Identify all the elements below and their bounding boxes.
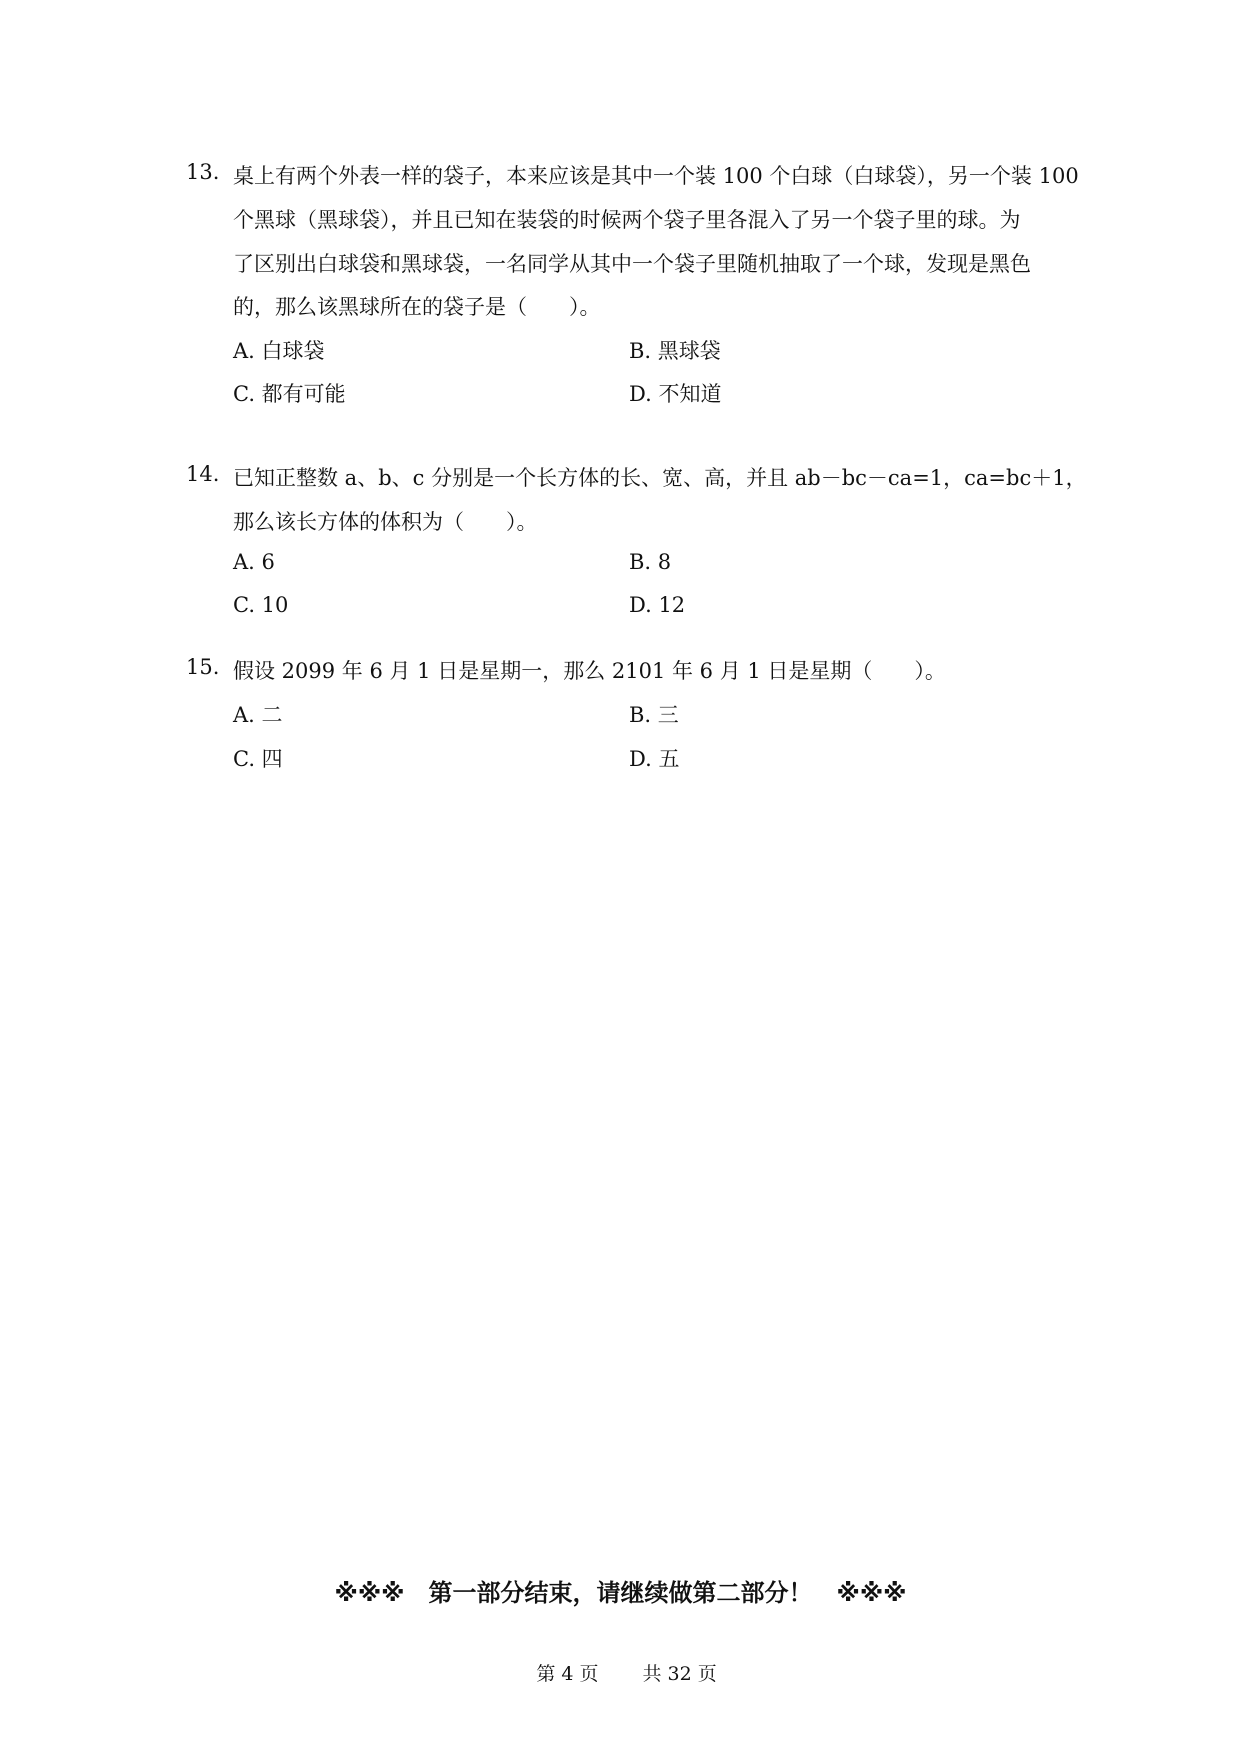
question-text-line: 桌上有两个外表一样的袋子，本来应该是其中一个装 100 个白球（白球袋），另一个装 100 [233,164,1079,188]
option-d: D. 五 [629,747,680,771]
option-b: B. 黑球袋 [629,339,721,363]
option-b: B. 三 [629,703,679,727]
question-text-line: 已知正整数 a、b、c 分别是一个长方体的长、宽、高，并且 ab－bc－ca=1，ca=bc＋1， [233,466,1087,490]
option-a: A. 白球袋 [233,339,325,363]
page-number: 第 4 页 [536,1663,599,1685]
page-total: 共 32 页 [642,1663,717,1685]
question-text-line: 假设 2099 年 6 月 1 日是星期一，那么 2101 年 6 月 1 日是星期（ ）。 [233,659,946,683]
section-end-banner: ※※※ 第一部分结束，请继续做第二部分！ ※※※ [334,1579,907,1607]
option-c: C. 四 [233,747,283,771]
question-text-line: 的，那么该黑球所在的袋子是（ ）。 [233,295,601,319]
option-d: D. 不知道 [629,382,722,406]
option-d: D. 12 [629,593,686,617]
question-number: 13. [186,160,220,184]
question-number: 14. [186,462,220,486]
question-text-line: 个黑球（黑球袋），并且已知在装袋的时候两个袋子里各混入了另一个袋子里的球。为 [233,208,1021,232]
option-a: A. 二 [233,703,283,727]
page-footer [0,1637,1241,1686]
question-number: 15. [186,655,220,679]
question-text-line: 那么该长方体的体积为（ ）。 [233,510,538,534]
option-a: A. 6 [233,550,275,574]
question-text-line: 了区别出白球袋和黑球袋，一名同学从其中一个袋子里随机抽取了一个球，发现是黑色 [233,252,1031,276]
option-c: C. 都有可能 [233,382,346,406]
option-b: B. 8 [629,550,672,574]
option-c: C. 10 [233,593,289,617]
